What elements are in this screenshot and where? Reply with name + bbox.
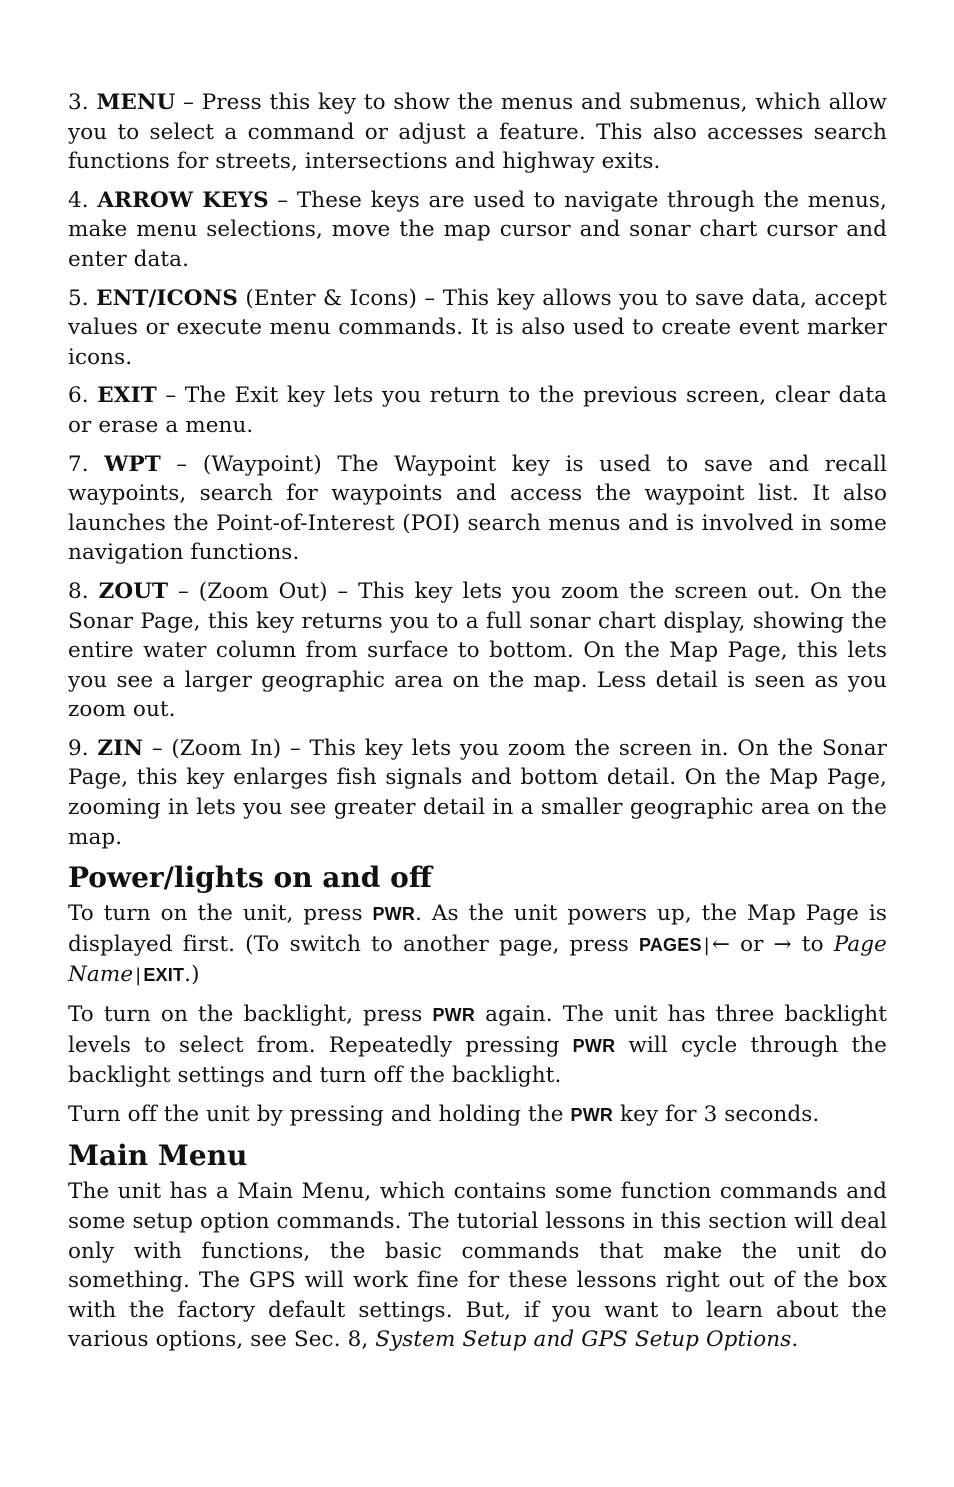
item-ent-icons: 5. ENT/ICONS (Enter & Icons) – This key allows you to save data, accept values or execute menu commands. It is also used to create event marker icons. xyxy=(68,285,887,370)
main-menu-paragraph: The unit has a Main Menu, which contains some function commands and some setup option commands. The tutorial lessons in this section will deal only with functions, the basic commands that make the unit do something. The GPS will work fine for these lessons right out of the box with the factory default settings. But, if you want to learn about the various options, see Sec. 8, System Setup and GPS Setup Options. xyxy=(68,1179,887,1353)
power-paragraph-2: To turn on the backlight, press PWR again. The unit has three backlight levels to select from. Repeatedly pressing PWR will cycle through the backlight settings and turn off the backlight. xyxy=(68,1002,888,1089)
item-arrow-keys: 4. ARROW KEYS – These keys are used to navigate through the menus, make menu selections, move the map cursor and sonar chart cursor and enter data. xyxy=(68,187,887,272)
key-label: PAGES xyxy=(638,934,702,955)
key-label: PWR xyxy=(372,904,416,925)
item-zin: 9. ZIN – (Zoom In) – This key lets you zoom the screen in. On the Sonar Page, this key enlarges fish signals and bottom detail. On the Map Page, zooming in lets you see greater detail in a smaller geographic area on the map. xyxy=(68,735,887,850)
section-heading-power: Power/lights on and off xyxy=(68,861,432,895)
key-label: EXIT xyxy=(143,965,185,986)
key-name: ZIN xyxy=(97,735,144,761)
separator: | xyxy=(703,934,710,956)
key-name: ZOUT xyxy=(98,578,169,604)
item-exit: 6. EXIT – The Exit key lets you return to the previous screen, clear data or erase a menu. xyxy=(68,383,887,438)
separator: | xyxy=(135,965,142,987)
key-label: PWR xyxy=(572,1035,616,1056)
key-name: EXIT xyxy=(97,383,157,409)
key-name: MENU xyxy=(96,90,176,115)
key-name: ARROW KEYS xyxy=(97,187,269,213)
key-name: ENT/ICONS xyxy=(96,285,239,311)
key-label: PWR xyxy=(432,1005,476,1026)
item-menu: 3. MENU – Press this key to show the menus and submenus, which allow you to select a command or adjust a feature. This also accesses search functions for streets, intersections and highway exits. xyxy=(68,90,887,175)
item-zout: 8. ZOUT – (Zoom Out) – This key lets you zoom the screen out. On the Sonar Page, this key returns you to a full sonar chart display, showing the entire water column from surface to bottom. On the Map Page, this lets you see a larger geographic area on the map. Less detail is seen as you zoom out. xyxy=(68,578,887,723)
power-paragraph-1: To turn on the unit, press PWR. As the unit powers up, the Map Page is displayed first. (To switch to another page, press PAGES |← or → to Page Name | EXIT.) xyxy=(68,901,887,988)
key-label: PWR xyxy=(570,1104,614,1125)
key-name: WPT xyxy=(104,451,161,477)
power-paragraph-3: Turn off the unit by pressing and holding the PWR key for 3 seconds. xyxy=(68,1101,820,1127)
section-reference: System Setup and GPS Setup Options xyxy=(375,1327,792,1353)
item-wpt: 7. WPT – (Waypoint) The Waypoint key is used to save and recall waypoints, search for waypoints and access the waypoint list. It also launches the Point-of-Interest (POI) search menus and is involved in some navigation functions. xyxy=(68,451,887,566)
section-heading-main-menu: Main Menu xyxy=(68,1139,248,1173)
